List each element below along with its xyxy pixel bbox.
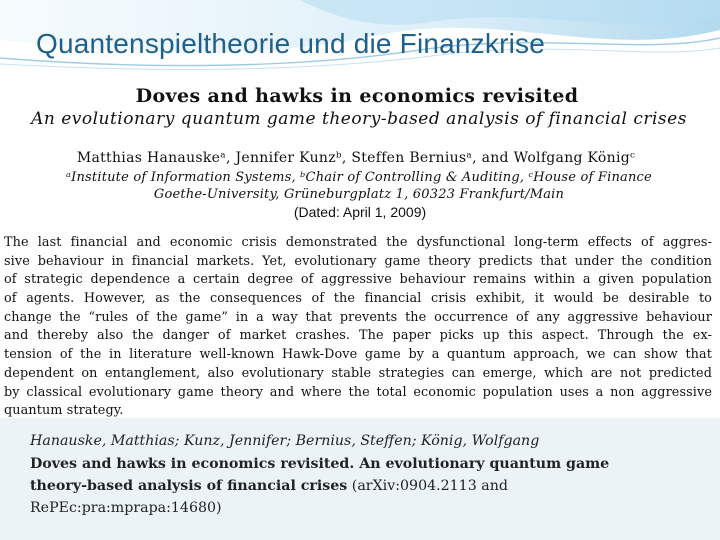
abstract-line: tension of the in literature well-known Hawk-Dove game by a quantum approach, we can show that [4, 347, 712, 363]
abstract-line: of agents. However, as the consequences of the financial crisis exhibit, it would be desirable to [4, 291, 712, 307]
paper-subtitle: An evolutionary quantum game theory-based analysis of financial crises [31, 109, 687, 129]
abstract-line: and thereby also the danger of market crashes. The paper picks up this aspect. Through the ex- [4, 328, 712, 344]
citation-repec-ref: RePEc:pra:mprapa:14680) [30, 500, 222, 516]
citation-authors: Hanauske, Matthias; Kunz, Jennifer; Bernius, Steffen; König, Wolfgang [30, 433, 540, 449]
abstract-line: quantum strategy. [4, 403, 124, 419]
slide-title: Quantenspieltheorie und die Finanzkrise [36, 28, 545, 59]
abstract-line: dependent on entanglement, also evolutionary stable strategies can emerge, which are not predicted [4, 365, 712, 381]
abstract-line: change the “rules of the game” in a way that prevents the occurrence of any aggressive behaviour [4, 309, 712, 325]
abstract-line: sive behaviour in financial markets. Yet, evolutionary game theory predicts that under the condition [4, 253, 712, 269]
citation-box [0, 418, 720, 540]
citation-title-line1: Doves and hawks in economics revisited. An evolutionary quantum game [30, 456, 610, 472]
paper-affiliation-line1: ᵃInstitute of Information Systems, ᵇChair of Controlling & Auditing, ᶜHouse of Finance [66, 170, 652, 185]
paper-affiliation-line2: Goethe-University, Grüneburgplatz 1, 60323 Frankfurt/Main [153, 187, 565, 202]
abstract-line: of strategic dependence a certain degree of aggressive behaviour remains within a given population [4, 272, 712, 288]
citation-title-line2 [30, 478, 508, 494]
paper-excerpt [0, 80, 720, 418]
paper-abstract [4, 234, 712, 421]
paper-title: Doves and hawks in economics revisited [135, 85, 579, 107]
abstract-line: The last financial and economic crisis demonstrated the dysfunctional long-term effects of aggres- [4, 235, 712, 250]
citation-title-line2-bold: theory-based analysis of financial crises [30, 478, 348, 494]
paper-date: (Dated: April 1, 2009) [293, 204, 427, 220]
abstract-line: by classical evolutionary game theory and where the total economic population uses a non aggressive [4, 384, 712, 400]
citation-arxiv-ref: (arXiv:0904.2113 and [347, 478, 508, 494]
paper-authors: Matthias Hanauskeᵃ, Jennifer Kunzᵇ, Steffen Berniusᵃ, and Wolfgang Königᶜ [76, 150, 636, 166]
